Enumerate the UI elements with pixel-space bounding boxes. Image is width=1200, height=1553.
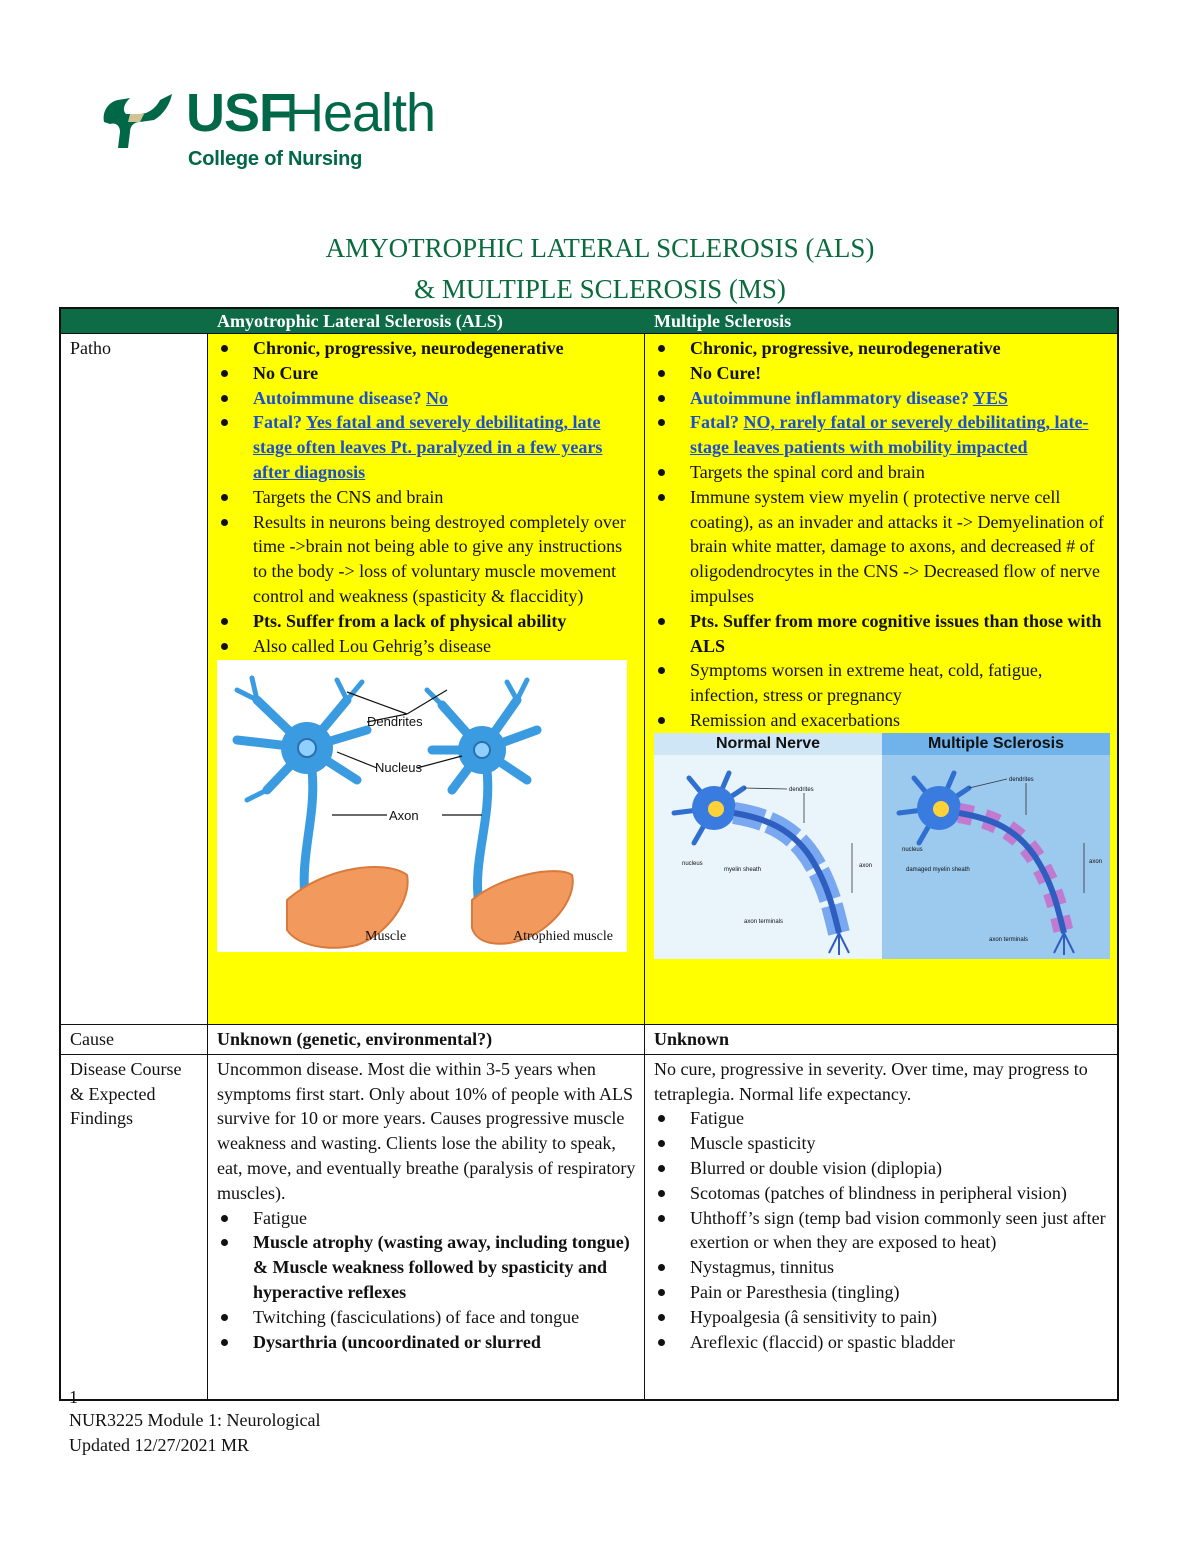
list-item: Symptoms worsen in extreme heat, cold, fatigue, infection, stress or pregnancy xyxy=(654,658,1109,708)
list-item: Muscle spasticity xyxy=(654,1131,1109,1156)
answer-text: YES xyxy=(972,387,1008,408)
patho-label: Patho xyxy=(61,334,208,1024)
list-item: Muscle atrophy (wasting away, including tongue) & Muscle weakness followed by spasticity and hyperactive reflexes xyxy=(217,1230,636,1304)
question-text: Fatal? xyxy=(253,412,306,433)
list-item: Scotomas (patches of blindness in peripheral vision) xyxy=(654,1181,1109,1206)
ms-fig-terminals-normal: axon terminals xyxy=(744,918,784,925)
ms-fig-dendrites-ms: dendrites xyxy=(1009,776,1034,783)
list-item: Twitching (fasciculations) of face and tongue xyxy=(217,1305,636,1330)
page-title-line1: AMYOTROPHIC LATERAL SCLEROSIS (ALS) xyxy=(325,233,875,263)
header-empty-cell xyxy=(61,309,208,333)
question-text: Autoimmune inflammatory disease? xyxy=(690,387,973,408)
list-item: Fatigue xyxy=(654,1106,1109,1131)
atrophied-muscle-label: Atrophied muscle xyxy=(513,929,613,945)
answer-text: No xyxy=(426,387,449,408)
patho-ms-cell xyxy=(645,334,1117,1024)
list-item: Areflexic (flaccid) or spastic bladder xyxy=(654,1330,1109,1355)
list-item: Uhthoff’s sign (temp bad vision commonly seen just after exertion or when they are exposed to heat) xyxy=(654,1206,1109,1256)
course-als-cell xyxy=(208,1055,645,1399)
cause-label: Cause xyxy=(61,1025,208,1054)
list-item: Targets the spinal cord and brain xyxy=(654,460,1109,485)
page-title-line2: & MULTIPLE SCLEROSIS (MS) xyxy=(414,274,786,304)
ms-fig-dendrites-normal: dendrites xyxy=(789,786,814,793)
list-item: Pts. Suffer from more cognitive issues than those with ALS xyxy=(654,609,1109,659)
dendrites-label: Dendrites xyxy=(367,714,423,730)
list-item: Also called Lou Gehrig’s disease xyxy=(217,634,636,659)
patho-row xyxy=(61,334,1117,1025)
usf-health-logo xyxy=(100,83,436,178)
logo-health-text: Health xyxy=(285,83,436,143)
question-text: Autoimmune disease? xyxy=(253,387,427,408)
footer-updated: Updated 12/27/2021 MR xyxy=(69,1435,249,1455)
cause-ms: Unknown xyxy=(654,1029,730,1049)
list-item: No Cure! xyxy=(654,361,1109,386)
als-neuron-figure xyxy=(217,660,627,952)
ms-fig-axon-normal: axon xyxy=(859,862,873,869)
course-als-intro: Uncommon disease. Most die within 3-5 years when symptoms first start. Only about 10% of people with ALS survive for 10 or more years. Causes progressive muscle weakness and wasting. Clients lose the ability to speak, eat, move, and eventually breathe (paralysis of respiratory muscles). xyxy=(217,1058,636,1203)
ms-fig-axon-ms: axon xyxy=(1089,858,1103,865)
list-item: Pain or Paresthesia (tingling) xyxy=(654,1280,1109,1305)
table-header-row xyxy=(61,309,1117,334)
logo-college-text: College of Nursing xyxy=(188,148,363,170)
axon-label: Axon xyxy=(389,808,419,824)
ms-fig-myelin-label: myelin sheath xyxy=(724,866,762,873)
ms-fig-terminals-ms: axon terminals xyxy=(989,936,1029,943)
list-item xyxy=(217,386,636,411)
question-text: Fatal? xyxy=(690,412,744,433)
comparison-table xyxy=(59,307,1119,1401)
list-item: Results in neurons being destroyed completely over time ->brain not being able to give any instructions to the body -> loss of voluntary muscle movement control and weakness (spasticity & flaccidity) xyxy=(217,510,636,609)
ms-nerve-figure xyxy=(654,733,1110,959)
list-item: Fatigue xyxy=(217,1206,636,1231)
cause-als: Unknown (genetic, environmental?) xyxy=(208,1025,645,1054)
course-ms-list xyxy=(654,1106,1109,1354)
list-item xyxy=(654,410,1109,460)
list-item: Hypoalgesia (â sensitivity to pain) xyxy=(654,1305,1109,1330)
cause-row xyxy=(61,1025,1117,1055)
nucleus-label: Nucleus xyxy=(375,760,422,776)
answer-text: Yes fatal and severely debilitating, late stage often leaves Pt. paralyzed in a few years after diagnosis xyxy=(253,412,603,482)
header-als: Amyotrophic Lateral Sclerosis (ALS) xyxy=(208,309,645,333)
course-ms-cell xyxy=(645,1055,1117,1399)
muscle-label: Muscle xyxy=(365,929,407,945)
list-item: Targets the CNS and brain xyxy=(217,485,636,510)
logo-usf-text: USF xyxy=(186,83,291,143)
ms-nerve-illustration xyxy=(654,733,1110,959)
disease-course-label: Disease Course & Expected Findings xyxy=(61,1055,208,1399)
list-item xyxy=(217,410,636,484)
normal-nerve-label: Normal Nerve xyxy=(715,734,821,752)
list-item xyxy=(654,386,1109,411)
footer-course: NUR3225 Module 1: Neurological xyxy=(69,1410,321,1430)
disease-course-row xyxy=(61,1055,1117,1399)
answer-text: NO, rarely fatal or severely debilitating, late-stage leaves patients with mobility impacted xyxy=(690,412,1089,458)
patho-ms-list xyxy=(654,336,1109,733)
list-item: Chronic, progressive, neurodegenerative xyxy=(654,336,1109,361)
ms-fig-damaged-label: damaged myelin sheath xyxy=(906,866,970,873)
list-item: Blurred or double vision (diplopia) xyxy=(654,1156,1109,1181)
multiple-sclerosis-label: Multiple Sclerosis xyxy=(927,734,1065,752)
ms-fig-nucleus-normal: nucleus xyxy=(682,860,703,867)
list-item: Pts. Suffer from a lack of physical ability xyxy=(217,609,636,634)
list-item: Immune system view myelin ( protective nerve cell coating), as an invader and attacks it -> Demyelination of brain white matter, damage to axons, and decreased # of oligodendrocytes in the CNS -> Decreased flow of nerve impulses xyxy=(654,485,1109,609)
course-als-list xyxy=(217,1206,636,1355)
list-item: Chronic, progressive, neurodegenerative xyxy=(217,336,636,361)
ms-fig-nucleus-ms: nucleus xyxy=(902,846,923,853)
header-ms: Multiple Sclerosis xyxy=(654,311,792,331)
list-item: Dysarthria (uncoordinated or slurred xyxy=(217,1330,636,1355)
list-item: No Cure xyxy=(217,361,636,386)
patho-als-cell xyxy=(208,334,645,1024)
list-item: Remission and exacerbations xyxy=(654,708,1109,733)
list-item: Nystagmus, tinnitus xyxy=(654,1255,1109,1280)
page-number: 1 xyxy=(69,1387,78,1407)
course-ms-intro: No cure, progressive in severity. Over time, may progress to tetraplegia. Normal life expectancy. xyxy=(654,1058,1088,1104)
patho-als-list xyxy=(217,336,636,658)
bull-horns-logo-icon xyxy=(100,92,178,148)
